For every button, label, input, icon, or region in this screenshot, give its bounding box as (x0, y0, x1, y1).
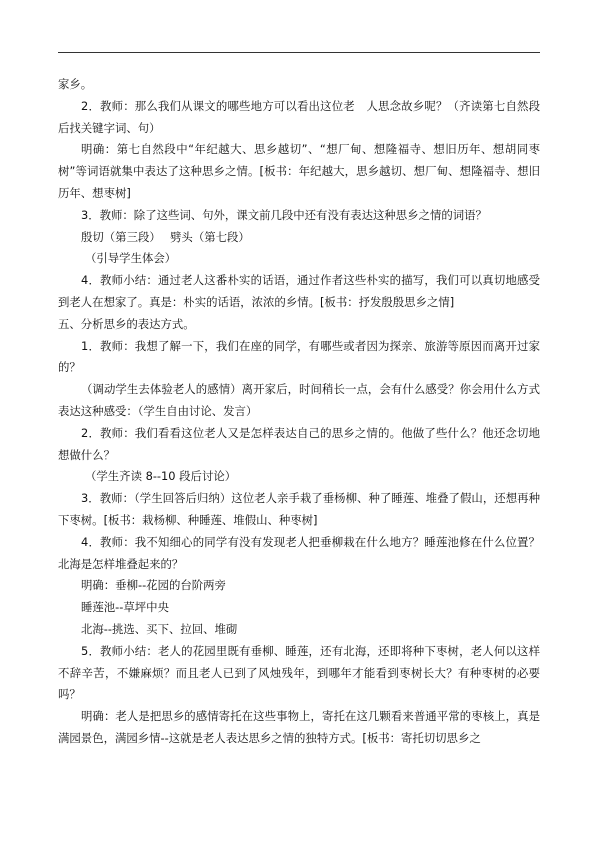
paragraph: 明确：垂柳--花园的台阶两旁 (81, 578, 226, 593)
paragraph: 5．教师小结：老人的花园里既有垂柳、睡莲，还有北海，还即将种下枣树，老人何以这样不辞辛苦，不嫌麻烦？而且老人已到了风烛残年，到哪年才能看到枣树长大？有种枣树的必要吗？ (58, 643, 540, 702)
paragraph: （引导学生体会） (85, 251, 177, 266)
paragraph: 2．教师：那么我们从课文的哪些地方可以看出这位老 人思念故乡呢？（齐读第七自然段后找关键字词、句） (58, 98, 540, 135)
paragraph: （调动学生去体验老人的感情）离开家后，时间稍长一点，会有什么感受？你会用什么方式表达这种感受：（学生自由讨论、发言） (58, 382, 540, 418)
paragraph: 1．教师：我想了解一下，我们在座的同学，有哪些或者因为探亲、旅游等原因而离开过家的？ (58, 338, 540, 375)
header-rule (58, 52, 540, 53)
paragraph: 明确：第七自然段中“年纪越大、思乡越切”、“想厂甸、想隆福寺、想旧历年、想胡同枣树”等词语就集中表达了这种思乡之情。[板书：年纪越大，思乡越切、想厂甸、想隆福寺、想旧历年、想枣树] (58, 142, 540, 200)
document-body (58, 74, 540, 750)
paragraph: 4．教师小结：通过老人这番朴实的话语，通过作者这些朴实的描写，我们可以真切地感受到老人在想家了。真是：朴实的话语，浓浓的乡情。[板书：抒发殷殷思乡之情] (58, 273, 540, 309)
paragraph: 4．教师：我不知细心的同学有没有发现老人把垂柳栽在什么地方？睡莲池修在什么位置？北海是怎样堆叠起来的？ (58, 534, 540, 571)
paragraph: 2．教师：我们看看这位老人又是怎样表达自己的思乡之情的。他做了些什么？他还念切地想做什么？ (58, 425, 540, 462)
section-heading: 五、分析思乡的表达方式。 (58, 316, 195, 331)
paragraph: 殷切（第三段） 劈头（第七段） (81, 229, 250, 244)
paragraph: 3．教师：（学生回答后归纳）这位老人亲手栽了垂杨柳、种了睡莲、堆叠了假山，还想再种下枣树。[板书：栽杨柳、种睡莲、堆假山、种枣树] (58, 491, 540, 527)
paragraph: 睡莲池--草坪中央 (81, 600, 169, 615)
paragraph: （学生齐读 8--10 段后讨论） (85, 469, 237, 484)
paragraph: 3．教师：除了这些词、句外，课文前几段中还有没有表达这种思乡之情的词语？ (81, 207, 487, 222)
paragraph: 明确：老人是把思乡的感情寄托在这些事物上，寄托在这几颗看来普通平常的枣核上，真是满园景色，满园乡情--这就是老人表达思乡之情的独特方式。[板书：寄托切切思乡之 (58, 709, 540, 745)
paragraph: 家乡。 (58, 77, 93, 91)
paragraph: 北海--挑选、买下、拉回、堆砌 (81, 621, 238, 636)
